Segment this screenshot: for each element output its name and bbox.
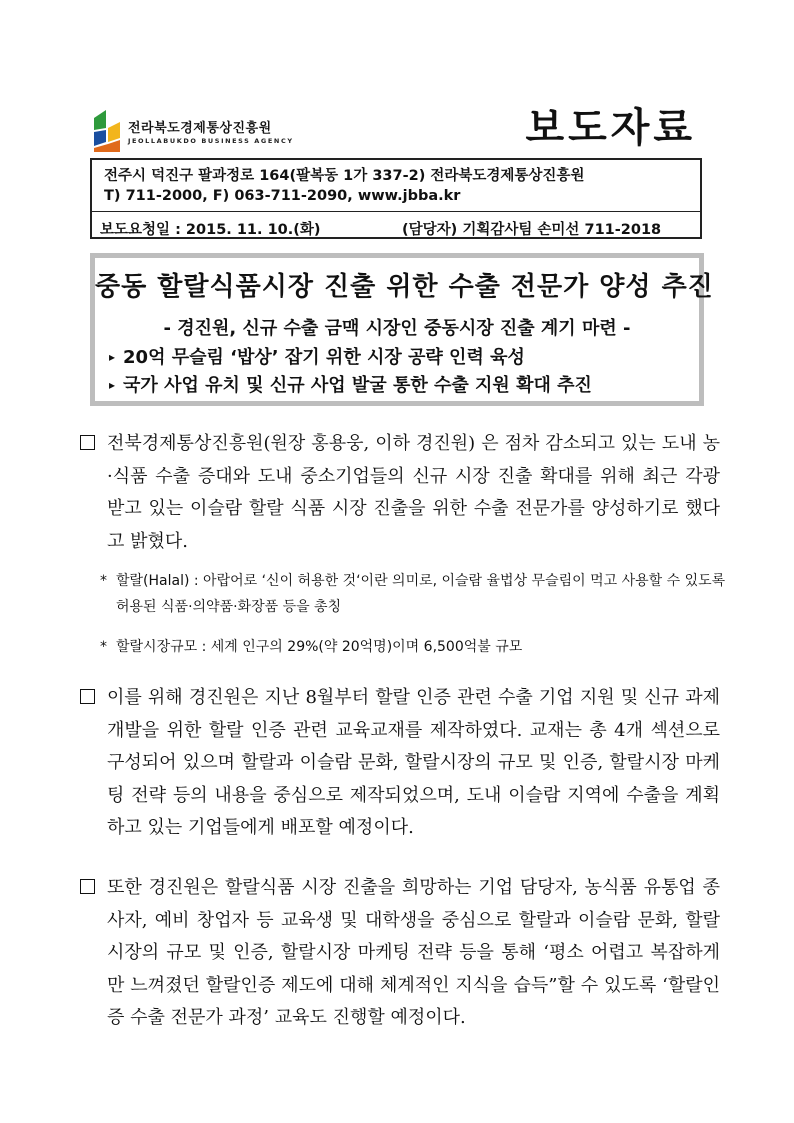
triangle-bullet-icon: ▸ (109, 350, 116, 364)
address-text: 전주시 덕진구 팔과정로 164(팔복동 1가 337-2) 전라북도경제통상진흥원 (104, 168, 585, 184)
org-name-en: JEOLLABUKDO BUSINESS AGENCY (128, 137, 294, 145)
doc-type-title: 보도자료 (525, 105, 696, 151)
info-divider (92, 211, 700, 212)
footnote: * 할랄시장규모 : 세계 인구의 29%(약 20억명)이며 6,500억불 규모 (100, 634, 730, 660)
triangle-bullet-icon: ▸ (109, 378, 116, 392)
checkbox-square-icon (80, 879, 95, 894)
org-logo-icon (92, 108, 122, 154)
body-paragraph: 전북경제통상진흥원(원장 홍용웅, 이하 경진원) 은 점차 감소되고 있는 도내 농·식품 수출 증대와 도내 중소기업들의 신규 시장 진출 확대를 위해 최근 각광 받고 있는 이슬람 할랄 식품 시장 진출을 위한 수출 전문가를 양성하기로 했다고 밝혔다. (80, 428, 720, 558)
footnote: * 할랄(Halal) : 아랍어로 ‘신이 허용한 것‘이란 의미로, 이슬람 율법상 무슬림이 먹고 사용할 수 있도록 허용된 식품·의약품·화장품 등을 총칭 (100, 568, 730, 620)
headline-subtitle: - 경진원, 신규 수출 금맥 시장인 중동시장 진출 계기 마련 - (163, 318, 631, 339)
checkbox-square-icon (80, 435, 95, 450)
org-logo (92, 108, 294, 154)
org-name-kr: 전라북도경제통상진흥원 (128, 121, 272, 136)
headline-title: 중동 할랄식품시장 진출 위한 수출 전문가 양성 추진 (95, 272, 714, 302)
body-paragraph: 이를 위해 경진원은 지난 8월부터 할랄 인증 관련 수출 기업 지원 및 신규 과제 개발을 위한 할랄 인증 관련 교육교재를 제작하였다. 교재는 총 4개 섹션으로 구성되어 있으며 할랄과 이슬람 문화, 할랄시장의 규모 및 인증, 할랄시장 마케팅 전략 등의 내용을 중심으로 제작되었으며, 도내 이슬람 지역에 수출을 계획하고 있는 기업들에게 배포할 예정이다. (80, 682, 720, 845)
headline-box (90, 253, 714, 406)
body-paragraph: 또한 경진원은 할랄식품 시장 진출을 희망하는 기업 담당자, 농식품 유통업 종사자, 예비 창업자 등 교육생 및 대학생을 중심으로 할랄과 이슬람 문화, 할랄시장의 규모 및 인증, 할랄시장 마케팅 전략 등을 통해 ‘평소 어렵고 복잡하게만 느껴졌던 할랄인증 제도에 대해 체계적인 지식을 습득”할 수 있도록 ‘할랄인증 수출 전문가 과정’ 교육도 진행할 예정이다. (80, 872, 720, 1035)
asterisk-marker: * (100, 573, 107, 589)
request-date: 보도요청일 : 2015. 11. 10.(화) (100, 222, 321, 238)
asterisk-marker: * (100, 639, 107, 655)
contact-info-box (90, 158, 702, 239)
person-in-charge: (담당자) 기획감사팀 손미선 711-2018 (402, 222, 662, 238)
contact-text: T) 711-2000, F) 063-711-2090, www.jbba.kr (104, 188, 461, 204)
checkbox-square-icon (80, 689, 95, 704)
headline-bullet: ▸ 국가 사업 유치 및 신규 사업 발굴 통한 수출 지원 확대 추진 (109, 375, 592, 396)
headline-bullet: ▸ 20억 무슬림 ‘밥상’ 잡기 위한 시장 공략 인력 육성 (109, 347, 525, 368)
